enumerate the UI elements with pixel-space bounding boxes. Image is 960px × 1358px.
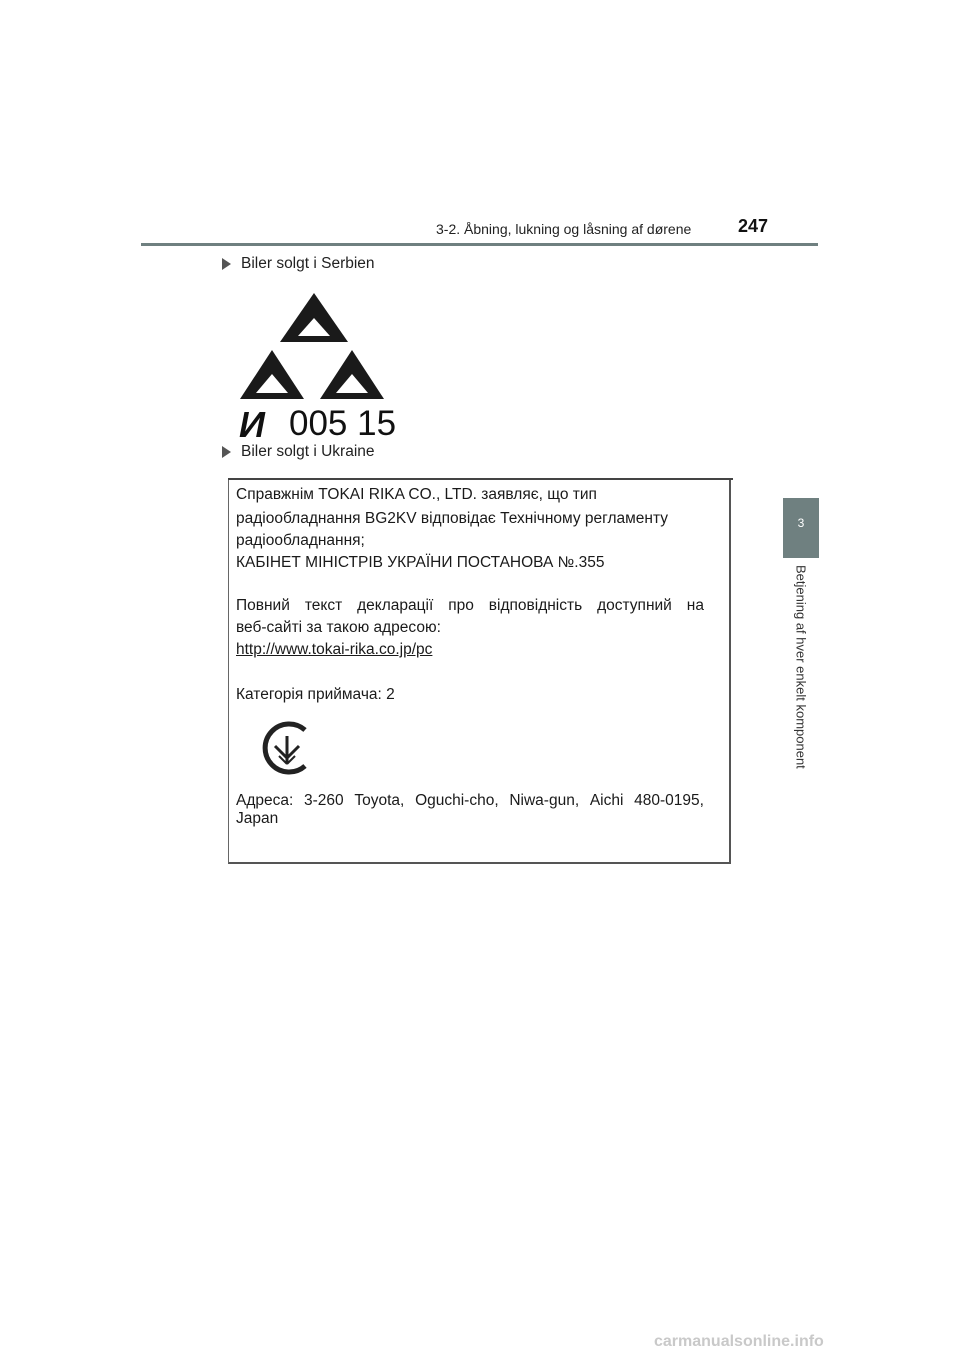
- chapter-tab: [783, 498, 819, 558]
- ukraine-address-line-1: [236, 792, 704, 810]
- serbia-mark-code: 005 15: [289, 404, 397, 443]
- word: відповідність: [488, 597, 583, 614]
- word: Niwa-gun,: [509, 792, 580, 809]
- serbia-heading-text: Biler solgt i Serbien: [241, 255, 375, 272]
- chapter-label: Betjening af hver enkelt komponent: [793, 565, 809, 769]
- ukraine-line-5: [236, 597, 704, 615]
- word: 480-0195,: [634, 792, 704, 809]
- word: Aichi: [589, 792, 624, 809]
- serbia-mark-letter: И: [239, 404, 265, 445]
- ukraine-conformity-mark-icon: [259, 718, 315, 778]
- bullet-triangle-icon: [222, 258, 231, 270]
- ukraine-line-3: радіообладнання;: [236, 532, 365, 549]
- word: Повний: [236, 597, 290, 614]
- bullet-triangle-icon: [222, 446, 231, 458]
- site-watermark: carmanualsonline.info: [654, 1333, 824, 1350]
- ukraine-receiver-category: Категорія приймача: 2: [236, 686, 395, 703]
- ukraine-address-line-2: Japan: [236, 810, 279, 827]
- word: про: [448, 597, 474, 614]
- word: Oguchi-cho,: [415, 792, 499, 809]
- serbia-heading: [222, 255, 375, 273]
- ukraine-line-6: веб-сайті за такою адресою:: [236, 619, 441, 636]
- ukraine-link[interactable]: http://www.tokai-rika.co.jp/pc: [236, 641, 433, 658]
- word: текст: [304, 597, 343, 614]
- section-title: 3-2. Åbning, lukning og låsning af dørene: [436, 221, 692, 237]
- word: Адреса:: [236, 792, 294, 809]
- ukraine-line-1: Справжнім TOKAI RIKA CO., LTD. заявляє, що тип: [236, 486, 597, 503]
- header-rule: [141, 243, 818, 246]
- page-number: 247: [738, 216, 769, 236]
- word: Toyota,: [354, 792, 405, 809]
- ukraine-heading-text: Biler solgt i Ukraine: [241, 443, 375, 460]
- word: 3-260: [304, 792, 344, 809]
- ukraine-box-top-border: [228, 478, 733, 480]
- ukraine-line-2: радіообладнання BG2KV відповідає Технічному регламенту: [236, 510, 669, 527]
- ukraine-line-4: КАБІНЕТ МІНІСТРІВ УКРАЇНИ ПОСТАНОВА №.355: [236, 554, 605, 571]
- word: доступний: [597, 597, 672, 614]
- word: на: [686, 597, 704, 614]
- word: декларації: [357, 597, 434, 614]
- ukraine-heading: [222, 443, 375, 461]
- chapter-number: 3: [797, 516, 805, 530]
